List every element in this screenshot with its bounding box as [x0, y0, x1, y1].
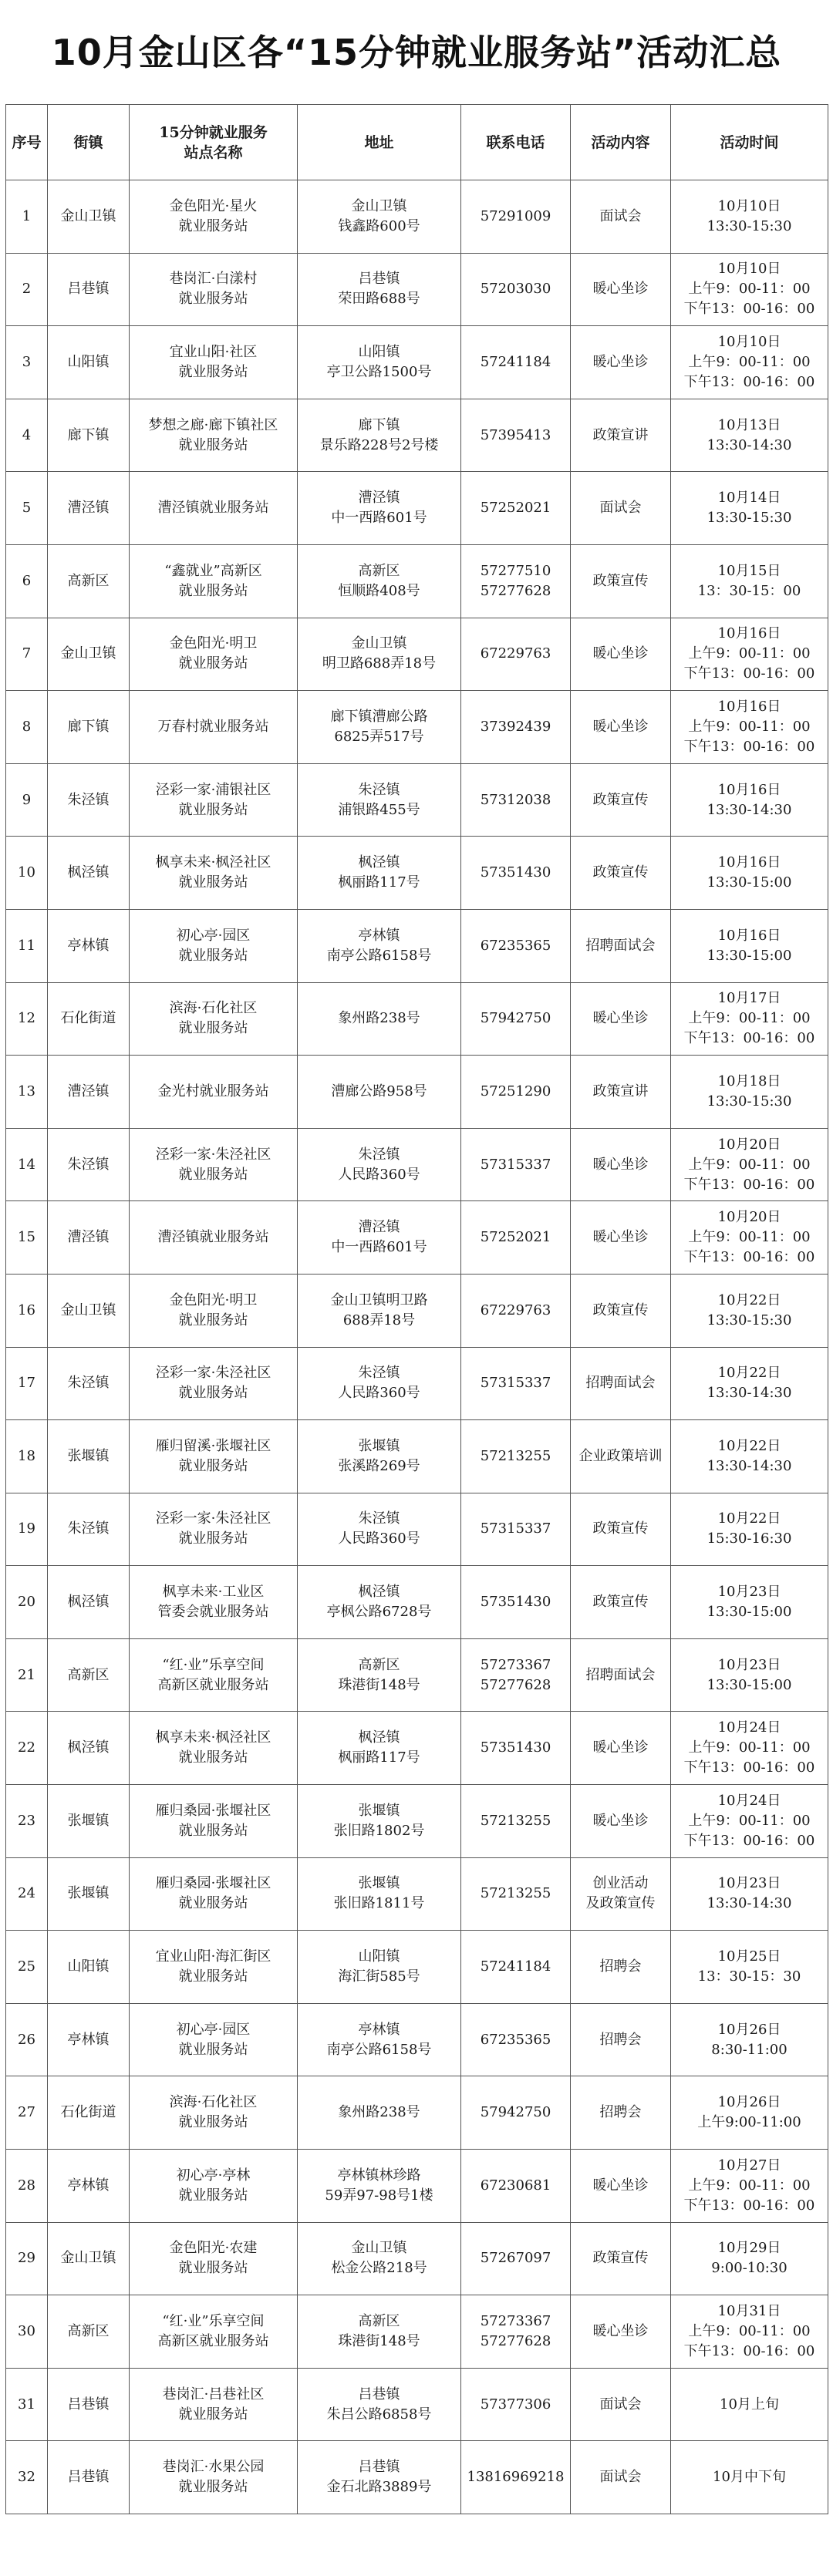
- table-row: [6, 1493, 828, 1566]
- page-title: 10月金山区各“15分钟就业服务站”活动汇总: [51, 32, 782, 73]
- cell-phone: 57273367 57277628: [461, 1638, 571, 1712]
- cell-content: 暖心坐诊: [571, 1785, 671, 1858]
- cell-address: 朱泾镇 浦银路455号: [298, 763, 461, 837]
- cell-town: 吕巷镇: [48, 253, 130, 326]
- cell-town: 廊下镇: [48, 691, 130, 764]
- cell-address: 枫泾镇 枫丽路117号: [298, 1712, 461, 1785]
- table-row: [6, 1931, 828, 2004]
- cell-address: 朱泾镇 人民路360号: [298, 1493, 461, 1566]
- cell-station: 泾彩一家·浦银社区 就业服务站: [130, 763, 298, 837]
- cell-no: 22: [6, 1712, 48, 1785]
- cell-phone: 57203030: [461, 253, 571, 326]
- cell-no: 17: [6, 1347, 48, 1420]
- cell-content: 暖心坐诊: [571, 1128, 671, 1201]
- cell-phone: 57942750: [461, 2076, 571, 2150]
- cell-no: 28: [6, 2150, 48, 2223]
- table-row: [6, 763, 828, 837]
- cell-no: 30: [6, 2295, 48, 2369]
- cell-town: 亭林镇: [48, 909, 130, 982]
- table-row: [6, 909, 828, 982]
- cell-time: 10月18日 13:30-15:30: [671, 1056, 828, 1129]
- table-row: [6, 2295, 828, 2369]
- cell-address: 吕巷镇 荣田路688号: [298, 253, 461, 326]
- cell-phone: 57351430: [461, 837, 571, 910]
- cell-phone: 67235365: [461, 909, 571, 982]
- table-row: [6, 544, 828, 618]
- cell-content: 面试会: [571, 472, 671, 545]
- cell-content: 面试会: [571, 2441, 671, 2514]
- cell-phone: 57241184: [461, 1931, 571, 2004]
- table-row: [6, 2441, 828, 2514]
- table-row: [6, 1566, 828, 1639]
- cell-time: 10月10日 13:30-15:30: [671, 180, 828, 254]
- cell-phone: 67230681: [461, 2150, 571, 2223]
- cell-content: 招聘面试会: [571, 1638, 671, 1712]
- cell-phone: 57213255: [461, 1420, 571, 1493]
- cell-time: 10月22日 15:30-16:30: [671, 1493, 828, 1566]
- cell-town: 漕泾镇: [48, 1056, 130, 1129]
- cell-address: 象州路238号: [298, 2076, 461, 2150]
- cell-phone: 57351430: [461, 1712, 571, 1785]
- cell-time: 10月15日 13：30-15：00: [671, 544, 828, 618]
- cell-time: 10月25日 13：30-15：30: [671, 1931, 828, 2004]
- cell-station: 金色阳光·明卫 就业服务站: [130, 1274, 298, 1347]
- cell-no: 8: [6, 691, 48, 764]
- cell-content: 政策宣传: [571, 1493, 671, 1566]
- cell-time: 10月24日 上午9：00-11：00 下午13：00-16：00: [671, 1712, 828, 1785]
- table-row: [6, 326, 828, 399]
- cell-station: “鑫就业”高新区 就业服务站: [130, 544, 298, 618]
- header-time: 活动时间: [671, 105, 828, 180]
- cell-time: 10月17日 上午9：00-11：00 下午13：00-16：00: [671, 982, 828, 1056]
- table-row: [6, 1128, 828, 1201]
- cell-no: 19: [6, 1493, 48, 1566]
- cell-town: 石化街道: [48, 982, 130, 1056]
- cell-address: 亭林镇林珍路 59弄97-98号1楼: [298, 2150, 461, 2223]
- cell-station: 宜业山阳·海汇街区 就业服务站: [130, 1931, 298, 2004]
- cell-content: 暖心坐诊: [571, 326, 671, 399]
- cell-phone: 13816969218: [461, 2441, 571, 2514]
- cell-address: 金山卫镇明卫路 688弄18号: [298, 1274, 461, 1347]
- cell-station: 初心亭·园区 就业服务站: [130, 909, 298, 982]
- cell-no: 23: [6, 1785, 48, 1858]
- cell-station: 金色阳光·星火 就业服务站: [130, 180, 298, 254]
- cell-town: 山阳镇: [48, 326, 130, 399]
- table-row: [6, 2150, 828, 2223]
- cell-address: 廊下镇 景乐路228号2号楼: [298, 399, 461, 472]
- cell-address: 张堰镇 张旧路1802号: [298, 1785, 461, 1858]
- cell-station: 金色阳光·明卫 就业服务站: [130, 618, 298, 691]
- table-row: [6, 2003, 828, 2076]
- cell-town: 高新区: [48, 1638, 130, 1712]
- cell-no: 32: [6, 2441, 48, 2514]
- table-row: [6, 618, 828, 691]
- table-row: [6, 1201, 828, 1275]
- cell-town: 枫泾镇: [48, 1712, 130, 1785]
- cell-station: 泾彩一家·朱泾社区 就业服务站: [130, 1347, 298, 1420]
- cell-phone: 57277510 57277628: [461, 544, 571, 618]
- cell-town: 吕巷镇: [48, 2368, 130, 2441]
- cell-town: 朱泾镇: [48, 763, 130, 837]
- cell-time: 10月29日 9:00-10:30: [671, 2222, 828, 2295]
- cell-address: 金山卫镇 松金公路218号: [298, 2222, 461, 2295]
- cell-no: 12: [6, 982, 48, 1056]
- cell-phone: 57252021: [461, 1201, 571, 1275]
- cell-station: “红·业”乐享空间 高新区就业服务站: [130, 2295, 298, 2369]
- cell-no: 9: [6, 763, 48, 837]
- cell-time: 10月26日 8:30-11:00: [671, 2003, 828, 2076]
- table-row: [6, 691, 828, 764]
- cell-no: 15: [6, 1201, 48, 1275]
- cell-address: 廊下镇漕廊公路 6825弄517号: [298, 691, 461, 764]
- cell-time: 10月16日 13:30-15:00: [671, 837, 828, 910]
- table-row: [6, 1347, 828, 1420]
- cell-station: 漕泾镇就业服务站: [130, 472, 298, 545]
- cell-no: 24: [6, 1857, 48, 1931]
- cell-time: 10月16日 上午9：00-11：00 下午13：00-16：00: [671, 618, 828, 691]
- cell-town: 金山卫镇: [48, 2222, 130, 2295]
- cell-address: 张堰镇 张溪路269号: [298, 1420, 461, 1493]
- header-address: 地址: [298, 105, 461, 180]
- cell-station: 滨海·石化社区 就业服务站: [130, 2076, 298, 2150]
- cell-town: 漕泾镇: [48, 1201, 130, 1275]
- table-row: [6, 2076, 828, 2150]
- activity-table: [5, 104, 828, 2514]
- cell-station: 漕泾镇就业服务站: [130, 1201, 298, 1275]
- table-row: [6, 472, 828, 545]
- cell-time: 10月26日 上午9:00-11:00: [671, 2076, 828, 2150]
- cell-station: 宜业山阳·社区 就业服务站: [130, 326, 298, 399]
- cell-address: 漕廊公路958号: [298, 1056, 461, 1129]
- table-row: [6, 253, 828, 326]
- cell-time: 10月16日 13:30-15:00: [671, 909, 828, 982]
- cell-content: 暖心坐诊: [571, 982, 671, 1056]
- table-row: [6, 2368, 828, 2441]
- cell-time: 10月10日 上午9：00-11：00 下午13：00-16：00: [671, 253, 828, 326]
- cell-time: 10月23日 13:30-14:30: [671, 1857, 828, 1931]
- table-row: [6, 1420, 828, 1493]
- cell-content: 政策宣传: [571, 763, 671, 837]
- cell-no: 7: [6, 618, 48, 691]
- cell-content: 招聘会: [571, 1931, 671, 2004]
- cell-station: 巷岗汇·水果公园 就业服务站: [130, 2441, 298, 2514]
- cell-content: 政策宣讲: [571, 1056, 671, 1129]
- table-row: [6, 982, 828, 1056]
- cell-town: 朱泾镇: [48, 1128, 130, 1201]
- cell-town: 亭林镇: [48, 2003, 130, 2076]
- cell-station: 滨海·石化社区 就业服务站: [130, 982, 298, 1056]
- table-row: [6, 180, 828, 254]
- cell-no: 10: [6, 837, 48, 910]
- cell-no: 20: [6, 1566, 48, 1639]
- cell-content: 面试会: [571, 2368, 671, 2441]
- cell-station: 雁归桑园·张堰社区 就业服务站: [130, 1857, 298, 1931]
- cell-no: 6: [6, 544, 48, 618]
- cell-town: 石化街道: [48, 2076, 130, 2150]
- cell-address: 张堰镇 张旧路1811号: [298, 1857, 461, 1931]
- cell-no: 29: [6, 2222, 48, 2295]
- cell-phone: 57315337: [461, 1493, 571, 1566]
- cell-no: 18: [6, 1420, 48, 1493]
- cell-phone: 57377306: [461, 2368, 571, 2441]
- cell-address: 漕泾镇 中一西路601号: [298, 1201, 461, 1275]
- cell-no: 27: [6, 2076, 48, 2150]
- cell-station: 雁归留溪·张堰社区 就业服务站: [130, 1420, 298, 1493]
- cell-time: 10月上旬: [671, 2368, 828, 2441]
- cell-station: 巷岗汇·白漾村 就业服务站: [130, 253, 298, 326]
- cell-content: 暖心坐诊: [571, 618, 671, 691]
- cell-town: 高新区: [48, 2295, 130, 2369]
- cell-address: 山阳镇 亭卫公路1500号: [298, 326, 461, 399]
- cell-town: 高新区: [48, 544, 130, 618]
- table-body: [6, 180, 828, 2514]
- cell-phone: 67229763: [461, 618, 571, 691]
- cell-phone: 67229763: [461, 1274, 571, 1347]
- cell-address: 吕巷镇 朱吕公路6858号: [298, 2368, 461, 2441]
- table-row: [6, 837, 828, 910]
- cell-time: 10月27日 上午9：00-11：00 下午13：00-16：00: [671, 2150, 828, 2223]
- cell-no: 11: [6, 909, 48, 982]
- cell-content: 面试会: [571, 180, 671, 254]
- cell-phone: 57395413: [461, 399, 571, 472]
- cell-station: 巷岗汇·吕巷社区 就业服务站: [130, 2368, 298, 2441]
- cell-phone: 57351430: [461, 1566, 571, 1639]
- cell-phone: 57273367 57277628: [461, 2295, 571, 2369]
- cell-address: 高新区 珠港街148号: [298, 1638, 461, 1712]
- header-phone: 联系电话: [461, 105, 571, 180]
- cell-content: 政策宣传: [571, 1566, 671, 1639]
- cell-phone: 37392439: [461, 691, 571, 764]
- header-town: 街镇: [48, 105, 130, 180]
- cell-content: 招聘会: [571, 2076, 671, 2150]
- cell-address: 枫泾镇 枫丽路117号: [298, 837, 461, 910]
- header-station: 15分钟就业服务 站点名称: [130, 105, 298, 180]
- cell-no: 31: [6, 2368, 48, 2441]
- cell-town: 金山卫镇: [48, 1274, 130, 1347]
- cell-phone: 57315337: [461, 1347, 571, 1420]
- cell-phone: 57315337: [461, 1128, 571, 1201]
- table-row: [6, 1056, 828, 1129]
- cell-town: 张堰镇: [48, 1420, 130, 1493]
- cell-address: 高新区 恒顺路408号: [298, 544, 461, 618]
- cell-station: 梦想之廊·廊下镇社区 就业服务站: [130, 399, 298, 472]
- table-row: [6, 1638, 828, 1712]
- cell-no: 13: [6, 1056, 48, 1129]
- cell-phone: 57213255: [461, 1785, 571, 1858]
- cell-town: 吕巷镇: [48, 2441, 130, 2514]
- cell-content: 政策宣传: [571, 2222, 671, 2295]
- cell-phone: 57251290: [461, 1056, 571, 1129]
- cell-time: 10月中下旬: [671, 2441, 828, 2514]
- cell-content: 政策宣传: [571, 1274, 671, 1347]
- cell-phone: 57291009: [461, 180, 571, 254]
- cell-no: 14: [6, 1128, 48, 1201]
- cell-town: 漕泾镇: [48, 472, 130, 545]
- cell-station: 雁归桑园·张堰社区 就业服务站: [130, 1785, 298, 1858]
- table-row: [6, 1857, 828, 1931]
- table-row: [6, 2222, 828, 2295]
- cell-town: 朱泾镇: [48, 1493, 130, 1566]
- cell-phone: 57252021: [461, 472, 571, 545]
- table-row: [6, 1274, 828, 1347]
- cell-time: 10月10日 上午9：00-11：00 下午13：00-16：00: [671, 326, 828, 399]
- cell-phone: 57241184: [461, 326, 571, 399]
- cell-content: 暖心坐诊: [571, 691, 671, 764]
- cell-address: 朱泾镇 人民路360号: [298, 1347, 461, 1420]
- cell-station: 金光村就业服务站: [130, 1056, 298, 1129]
- cell-town: 枫泾镇: [48, 837, 130, 910]
- cell-address: 吕巷镇 金石北路3889号: [298, 2441, 461, 2514]
- cell-town: 朱泾镇: [48, 1347, 130, 1420]
- cell-station: 万春村就业服务站: [130, 691, 298, 764]
- cell-no: 2: [6, 253, 48, 326]
- cell-no: 21: [6, 1638, 48, 1712]
- cell-time: 10月20日 上午9：00-11：00 下午13：00-16：00: [671, 1128, 828, 1201]
- cell-phone: 57267097: [461, 2222, 571, 2295]
- header-row: [6, 105, 828, 180]
- cell-content: 政策宣传: [571, 837, 671, 910]
- header-content: 活动内容: [571, 105, 671, 180]
- cell-time: 10月13日 13:30-14:30: [671, 399, 828, 472]
- cell-address: 山阳镇 海汇街585号: [298, 1931, 461, 2004]
- cell-phone: 57312038: [461, 763, 571, 837]
- cell-content: 招聘面试会: [571, 909, 671, 982]
- cell-time: 10月16日 13:30-14:30: [671, 763, 828, 837]
- cell-phone: 57942750: [461, 982, 571, 1056]
- cell-address: 漕泾镇 中一西路601号: [298, 472, 461, 545]
- cell-no: 5: [6, 472, 48, 545]
- cell-content: 政策宣讲: [571, 399, 671, 472]
- cell-time: 10月24日 上午9：00-11：00 下午13：00-16：00: [671, 1785, 828, 1858]
- cell-town: 枫泾镇: [48, 1566, 130, 1639]
- cell-content: 暖心坐诊: [571, 1201, 671, 1275]
- cell-address: 高新区 珠港街148号: [298, 2295, 461, 2369]
- cell-no: 1: [6, 180, 48, 254]
- cell-time: 10月16日 上午9：00-11：00 下午13：00-16：00: [671, 691, 828, 764]
- cell-station: 初心亭·园区 就业服务站: [130, 2003, 298, 2076]
- cell-time: 10月22日 13:30-14:30: [671, 1420, 828, 1493]
- cell-no: 3: [6, 326, 48, 399]
- cell-time: 10月23日 13:30-15:00: [671, 1638, 828, 1712]
- cell-station: “红·业”乐享空间 高新区就业服务站: [130, 1638, 298, 1712]
- cell-time: 10月23日 13:30-15:00: [671, 1566, 828, 1639]
- cell-content: 招聘面试会: [571, 1347, 671, 1420]
- cell-time: 10月22日 13:30-15:30: [671, 1274, 828, 1347]
- cell-station: 枫享未来·枫泾社区 就业服务站: [130, 837, 298, 910]
- cell-content: 企业政策培训: [571, 1420, 671, 1493]
- cell-town: 张堰镇: [48, 1785, 130, 1858]
- cell-town: 张堰镇: [48, 1857, 130, 1931]
- cell-content: 暖心坐诊: [571, 2295, 671, 2369]
- cell-address: 枫泾镇 亭枫公路6728号: [298, 1566, 461, 1639]
- cell-address: 亭林镇 南亭公路6158号: [298, 909, 461, 982]
- cell-no: 4: [6, 399, 48, 472]
- cell-town: 金山卫镇: [48, 180, 130, 254]
- cell-time: 10月14日 13:30-15:30: [671, 472, 828, 545]
- cell-content: 暖心坐诊: [571, 253, 671, 326]
- cell-time: 10月20日 上午9：00-11：00 下午13：00-16：00: [671, 1201, 828, 1275]
- table-row: [6, 399, 828, 472]
- cell-time: 10月22日 13:30-14:30: [671, 1347, 828, 1420]
- header-no: 序号: [6, 105, 48, 180]
- cell-town: 廊下镇: [48, 399, 130, 472]
- cell-no: 16: [6, 1274, 48, 1347]
- cell-phone: 57213255: [461, 1857, 571, 1931]
- cell-content: 创业活动 及政策宣传: [571, 1857, 671, 1931]
- cell-address: 金山卫镇 明卫路688弄18号: [298, 618, 461, 691]
- cell-content: 暖心坐诊: [571, 1712, 671, 1785]
- cell-station: 枫享未来·枫泾社区 就业服务站: [130, 1712, 298, 1785]
- cell-address: 金山卫镇 钱鑫路600号: [298, 180, 461, 254]
- cell-address: 象州路238号: [298, 982, 461, 1056]
- cell-content: 招聘会: [571, 2003, 671, 2076]
- cell-address: 朱泾镇 人民路360号: [298, 1128, 461, 1201]
- cell-town: 亭林镇: [48, 2150, 130, 2223]
- cell-town: 山阳镇: [48, 1931, 130, 2004]
- cell-no: 26: [6, 2003, 48, 2076]
- cell-station: 泾彩一家·朱泾社区 就业服务站: [130, 1493, 298, 1566]
- cell-station: 泾彩一家·朱泾社区 就业服务站: [130, 1128, 298, 1201]
- cell-time: 10月31日 上午9：00-11：00 下午13：00-16：00: [671, 2295, 828, 2369]
- table-row: [6, 1712, 828, 1785]
- cell-address: 亭林镇 南亭公路6158号: [298, 2003, 461, 2076]
- cell-station: 金色阳光·农建 就业服务站: [130, 2222, 298, 2295]
- cell-town: 金山卫镇: [48, 618, 130, 691]
- cell-phone: 67235365: [461, 2003, 571, 2076]
- cell-no: 25: [6, 1931, 48, 2004]
- cell-station: 初心亭·亭林 就业服务站: [130, 2150, 298, 2223]
- cell-station: 枫享未来·工业区 管委会就业服务站: [130, 1566, 298, 1639]
- table-row: [6, 1785, 828, 1858]
- cell-content: 政策宣传: [571, 544, 671, 618]
- cell-content: 暖心坐诊: [571, 2150, 671, 2223]
